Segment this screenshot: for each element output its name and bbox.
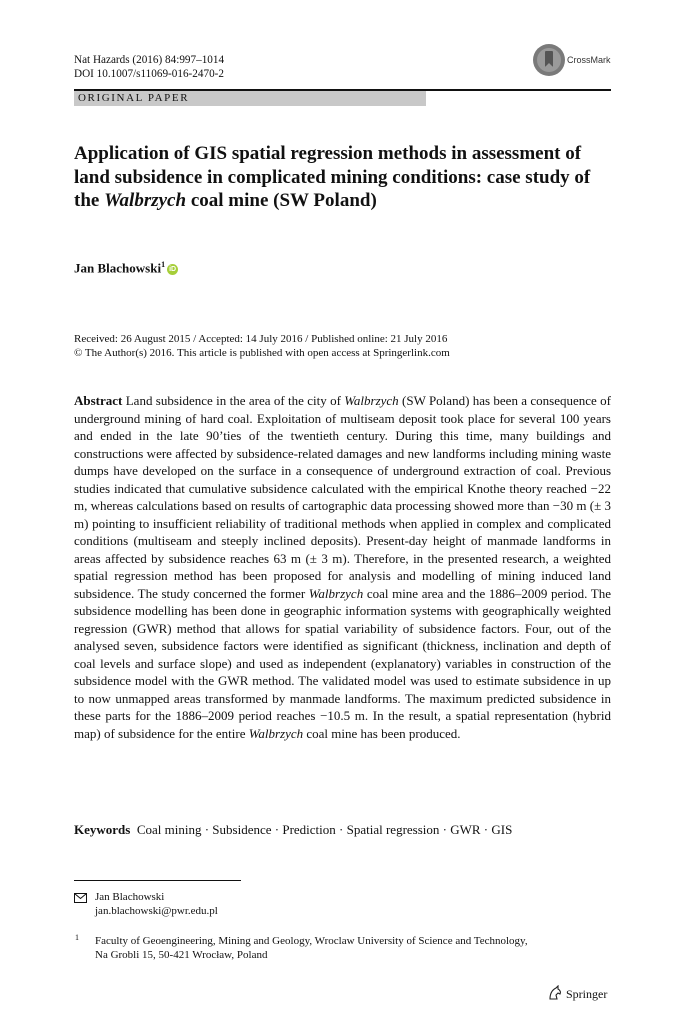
- abstract-text: coal mine has been produced.: [303, 725, 461, 741]
- abstract-heading: Abstract: [74, 393, 123, 408]
- copyright-notice: © The Author(s) 2016. This article is published with open access at Springerlink.com: [74, 347, 450, 359]
- article-category: ORIGINAL PAPER: [78, 92, 190, 104]
- abstract: [74, 392, 611, 742]
- title-emph: Walbrzych: [104, 190, 187, 211]
- keywords: [74, 822, 512, 838]
- author-name[interactable]: Jan Blachowski: [74, 260, 162, 276]
- crossmark-label[interactable]: CrossMark: [567, 55, 611, 65]
- publisher-logo-text: Springer: [566, 987, 608, 1001]
- orcid-icon[interactable]: iD: [169, 266, 177, 274]
- abstract-city: Walbrzych: [344, 393, 399, 408]
- author-line: [74, 260, 178, 276]
- article-history: Received: 26 August 2015 / Accepted: 14 July 2016 / Published online: 21 July 2016: [74, 333, 448, 345]
- email-link[interactable]: jan.blachowski@pwr.edu.pl: [95, 905, 218, 917]
- abstract-text: Land subsidence in the area of the city of: [122, 393, 345, 408]
- title-part2: coal mine (SW Poland): [186, 190, 377, 211]
- footnote-rule: [74, 880, 241, 881]
- journal-citation: Nat Hazards (2016) 84:997–1014: [74, 54, 225, 66]
- abstract-text: (SW Poland) has been a consequence of underground mining of hard coal. Exploitation of multiseam deposit took place for several 100 years and ended in the late 90’ties of the twentieth century. During this time, many buildings and constructions were affected by subsidence-related damages and new landforms including mining waste dumps have developed on the surface in a consequence of underground extraction of coal. Previous studies indicated that cumulative subsidence calculated with the empirical Knothe theory reached −22 m, whereas calculations based on results of cartographic data processing showed more than −30 m (± 3 m) pointing to insufficient reliability of traditional methods when applied in complex and complicated conditions (multiseam and steeply inclined deposits). Present-day height of manmade landforms in areas affected by subsidence reaches 63 m (± 3 m). Therefore, in the presented research, a weighted spatial regression method has been proposed for analysis and modelling of mining induced land subsidence. The study concerned the former: [74, 393, 611, 601]
- envelope-icon: [74, 893, 87, 903]
- corresponding-author: Jan Blachowski: [95, 891, 165, 903]
- keywords-heading: Keywords: [74, 822, 131, 837]
- abstract-mine: Walbrzych: [308, 585, 364, 601]
- category-band: [74, 91, 426, 106]
- doi[interactable]: DOI 10.1007/s11069-016-2470-2: [74, 68, 224, 80]
- keywords-list: Coal mining · Subsidence · Prediction · Spatial regression · GWR · GIS: [136, 822, 513, 837]
- paper-title: [74, 142, 614, 213]
- affiliation-address: Na Grobli 15, 50-421 Wrocław, Poland: [95, 949, 268, 961]
- affiliation-footnote-marker: 1: [75, 933, 79, 942]
- crossmark-icon[interactable]: [532, 43, 566, 77]
- affiliation-line: Faculty of Geoengineering, Mining and Geology, Wroclaw University of Science and Technology,: [95, 935, 528, 947]
- springer-horse-icon: [547, 985, 563, 1001]
- title-part1: Application of GIS spatial regression methods in assessment of land subsidence in complicated mining conditions: case study of the: [74, 143, 591, 211]
- affiliation-marker: 1: [161, 260, 166, 269]
- abstract-text: coal mine area and the 1886–2009 period. The subsidence modelling has been done in geographic information systems with geographically weighted regression (GWR) method that allows for spatial variability of subsidence factors. Four, out of the analysed seven, subsidence factors were identified as significant (thickness, inclination and depth of coal levels and surface slope) and used as independent (explanatory) variables in construction of the subsidence model with the GWR method. The validated model was used to estimate subsidence in up to now unmapped areas transformed by manmade landforms. The maximum predicted subsidence in these parts for the 1886–2009 period reaches −10.5 m. In the result, a spatial representation (hybrid map) of subsidence for the entire: [74, 585, 611, 741]
- abstract-mine: Walbrzych: [248, 725, 304, 741]
